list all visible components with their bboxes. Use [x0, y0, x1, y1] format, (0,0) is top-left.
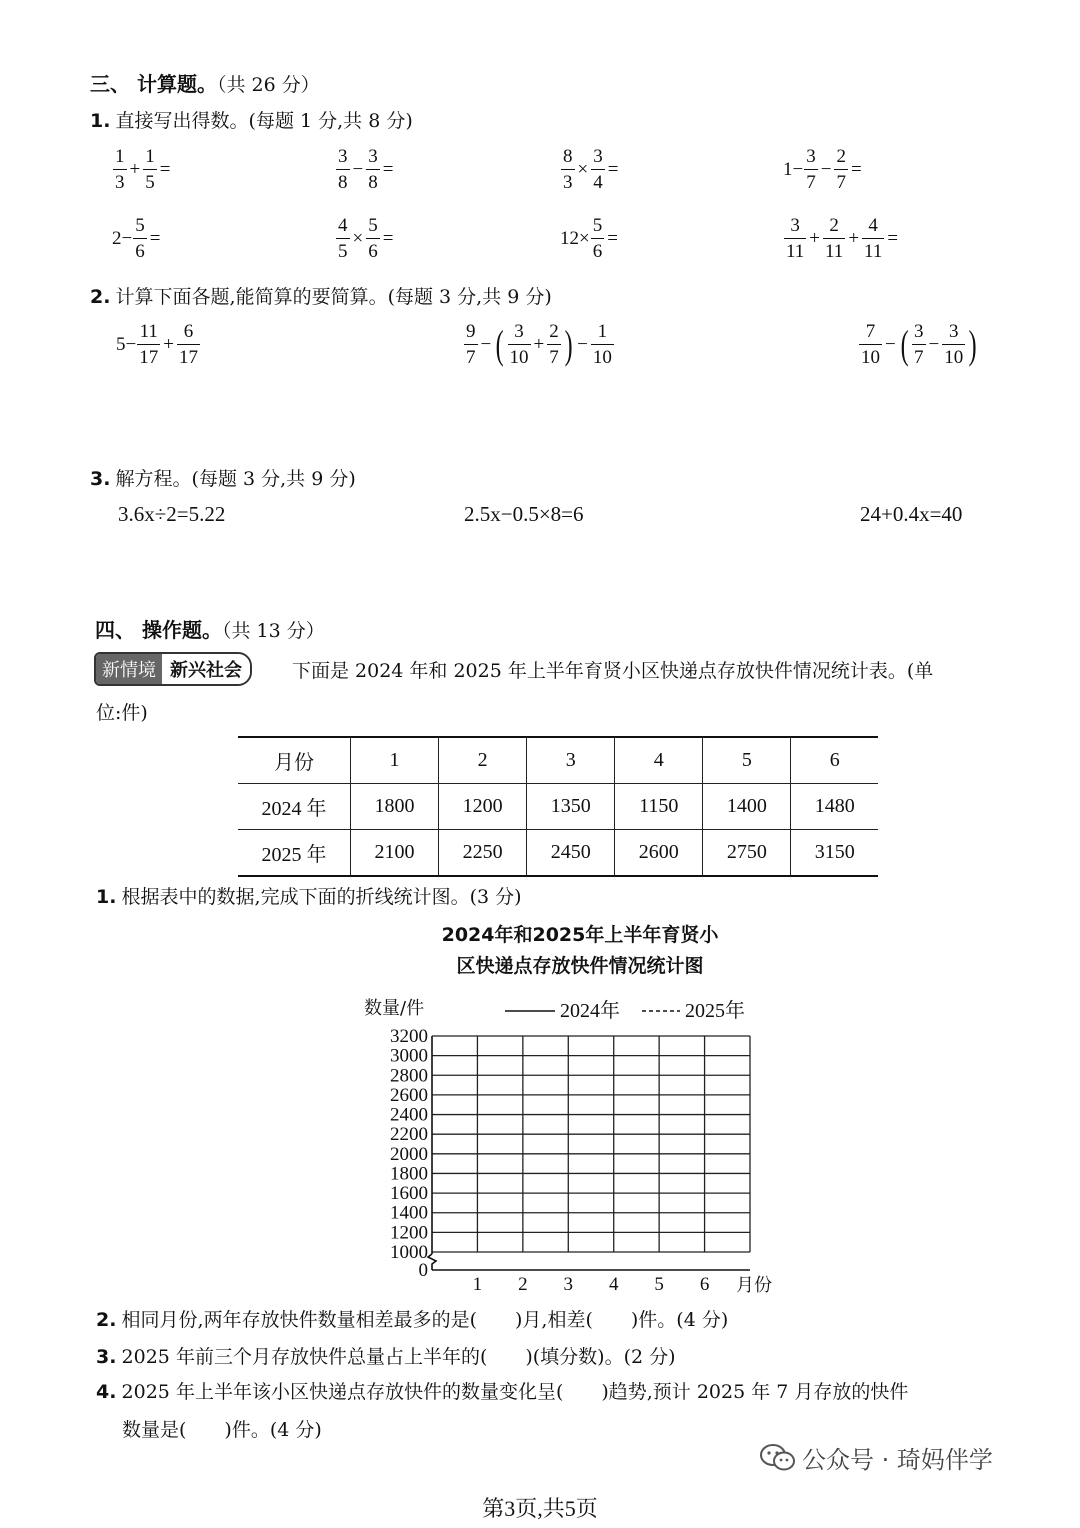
- table-cell: 1800: [351, 784, 439, 830]
- part-1-heading: [90, 106, 413, 133]
- y-tick-label: 2200: [390, 1124, 428, 1146]
- table-cell: 1: [351, 737, 439, 784]
- table-cell: 2600: [615, 830, 703, 877]
- y-tick-label: 2400: [390, 1104, 428, 1126]
- question-4-line-2: 数量是( )件。(4 分): [122, 1419, 322, 1441]
- section-4-score: （共 13 分）: [221, 620, 325, 642]
- tag-new-society: 新兴社会: [162, 654, 250, 684]
- section-4-heading: [95, 614, 325, 643]
- intro-line-1: 下面是 2024 年和 2025 年上半年育贤小区快递点存放快件情况统计表。(单: [292, 660, 934, 682]
- table-cell: 1150: [615, 784, 703, 830]
- part-3-heading: [90, 464, 356, 491]
- watermark: [760, 1440, 993, 1475]
- x-tick-label: 1: [472, 1274, 483, 1295]
- line-chart: [350, 990, 810, 1300]
- expr-1f: $\frac{4}{5}$ × $\frac{5}{6}$ =: [338, 215, 394, 262]
- expr-2c: $\frac{7}{10}$ − ( $\frac{3}{7}$ − $\frac{3}{10}$ ): [861, 321, 977, 368]
- question-4-number: 4.: [96, 1381, 117, 1403]
- tag-new-context: 新情境: [96, 654, 162, 684]
- expr-1a: $\frac{1}{3}$ + $\frac{1}{5}$ =: [115, 146, 171, 193]
- wechat-icon: [760, 1443, 796, 1473]
- y-tick-label: 2600: [390, 1084, 428, 1106]
- table-cell: 2025 年: [238, 830, 351, 877]
- intro-line-2: 位:件): [96, 702, 148, 724]
- equation-2: 2.5x−0.5×8=6: [464, 502, 584, 526]
- y-tick-label: 2800: [390, 1065, 428, 1087]
- context-tag: [94, 652, 252, 686]
- legend-label-2024: 2024年: [560, 1000, 620, 1022]
- table-header-row: [238, 737, 878, 784]
- table-cell: 3150: [791, 830, 878, 877]
- section-4-title: 四、 操作题。: [95, 618, 222, 642]
- table-cell: 4: [615, 737, 703, 784]
- y-tick-label: 3200: [390, 1026, 428, 1047]
- legend-label-2025: 2025年: [685, 1000, 745, 1022]
- y-axis-label: 数量/件: [364, 998, 425, 1019]
- chart-title-line-2: 区快递点存放快件情况统计图: [456, 955, 704, 977]
- table-row: [238, 784, 878, 830]
- table-cell: 5: [703, 737, 791, 784]
- question-2-number: 2.: [96, 1309, 117, 1331]
- watermark-text: 公众号 · 琦妈伴学: [802, 1446, 993, 1474]
- question-4: [96, 1377, 908, 1404]
- table-row: [238, 830, 878, 877]
- part-3-number: 3.: [90, 468, 111, 490]
- y-tick-label: 1800: [390, 1163, 428, 1185]
- page-footer: 第3页,共5页: [482, 1496, 598, 1521]
- question-1-number: 1.: [96, 886, 117, 908]
- x-tick-label: 3: [563, 1274, 574, 1295]
- part-3-text: 解方程。(每题 3 分,共 9 分): [115, 468, 356, 490]
- table-cell: 月份: [238, 737, 351, 784]
- question-2-text: 相同月份,两年存放快件数量相差最多的是( )月,相差( )件。(4 分): [121, 1309, 729, 1331]
- part-2-number: 2.: [90, 286, 111, 308]
- stats-table: [238, 736, 878, 877]
- table-cell: 2250: [439, 830, 527, 877]
- equation-3: 24+0.4x=40: [860, 502, 963, 526]
- expr-1d: 1− $\frac{3}{7}$ − $\frac{2}{7}$ =: [783, 146, 862, 193]
- y-tick-label: 1200: [390, 1222, 428, 1244]
- question-4-line-1: 2025 年上半年该小区快递点存放快件的数量变化呈( )趋势,预计 2025 年 7 月存放的快件: [121, 1381, 909, 1403]
- axis-break-mark: [428, 1254, 436, 1270]
- question-1: [96, 882, 522, 909]
- question-2: [96, 1305, 728, 1332]
- expr-1h: $\frac{3}{11}$ + $\frac{2}{11}$ + $\frac{4}{11}$ =: [786, 215, 899, 262]
- table-cell: 1480: [791, 784, 878, 830]
- section-3-heading: [90, 68, 320, 97]
- y-tick-label: 3000: [390, 1045, 428, 1067]
- expr-1b: $\frac{3}{8}$ − $\frac{3}{8}$ =: [338, 146, 394, 193]
- x-tick-label: 4: [608, 1274, 619, 1295]
- y-tick-label: 1000: [390, 1242, 428, 1263]
- table-cell: 2450: [527, 830, 615, 877]
- equation-1: 3.6x÷2=5.22: [118, 502, 226, 526]
- y-tick-label: 1400: [390, 1202, 428, 1224]
- table-cell: 6: [791, 737, 878, 784]
- x-tick-label: 6: [699, 1274, 710, 1295]
- expr-2b: $\frac{9}{7}$ − ( $\frac{3}{10}$ + $\frac{2}{7}$ ) − $\frac{1}{10}$: [466, 321, 612, 368]
- part-1-number: 1.: [90, 110, 111, 132]
- table-cell: 1400: [703, 784, 791, 830]
- table-cell: 1350: [527, 784, 615, 830]
- question-1-text: 根据表中的数据,完成下面的折线统计图。(3 分): [121, 886, 522, 908]
- part-1-text: 直接写出得数。(每题 1 分,共 8 分): [115, 110, 413, 132]
- expr-1c: $\frac{8}{3}$ × $\frac{3}{4}$ =: [563, 146, 619, 193]
- question-3: [96, 1342, 676, 1369]
- expr-1g: 12× $\frac{5}{6}$ =: [560, 215, 618, 262]
- x-tick-label: 2: [518, 1274, 528, 1295]
- table-cell: 2024 年: [238, 784, 351, 830]
- question-3-number: 3.: [96, 1346, 117, 1368]
- part-2-heading: [90, 282, 552, 309]
- table-cell: 1200: [439, 784, 527, 830]
- y-tick-label: 0: [418, 1260, 428, 1281]
- table-cell: 2: [439, 737, 527, 784]
- question-3-text: 2025 年前三个月存放快件总量占上半年的( )(填分数)。(2 分): [121, 1346, 676, 1368]
- x-axis-label: 月份: [736, 1275, 772, 1296]
- table-cell: 2750: [703, 830, 791, 877]
- expr-1e: 2− $\frac{5}{6}$ =: [112, 215, 161, 262]
- section-3-title: 三、 计算题。: [90, 72, 217, 96]
- x-tick-label: 5: [654, 1274, 664, 1295]
- section-3-score: （共 26 分）: [216, 74, 320, 96]
- chart-title-line-1: 2024年和2025年上半年育贤小: [441, 924, 719, 946]
- y-tick-label: 1600: [390, 1183, 428, 1205]
- expr-2a: 5− $\frac{11}{17}$ + $\frac{6}{17}$: [116, 321, 198, 368]
- y-tick-label: 2000: [390, 1143, 428, 1165]
- table-cell: 2100: [351, 830, 439, 877]
- part-2-text: 计算下面各题,能简算的要简算。(每题 3 分,共 9 分): [115, 286, 552, 308]
- table-cell: 3: [527, 737, 615, 784]
